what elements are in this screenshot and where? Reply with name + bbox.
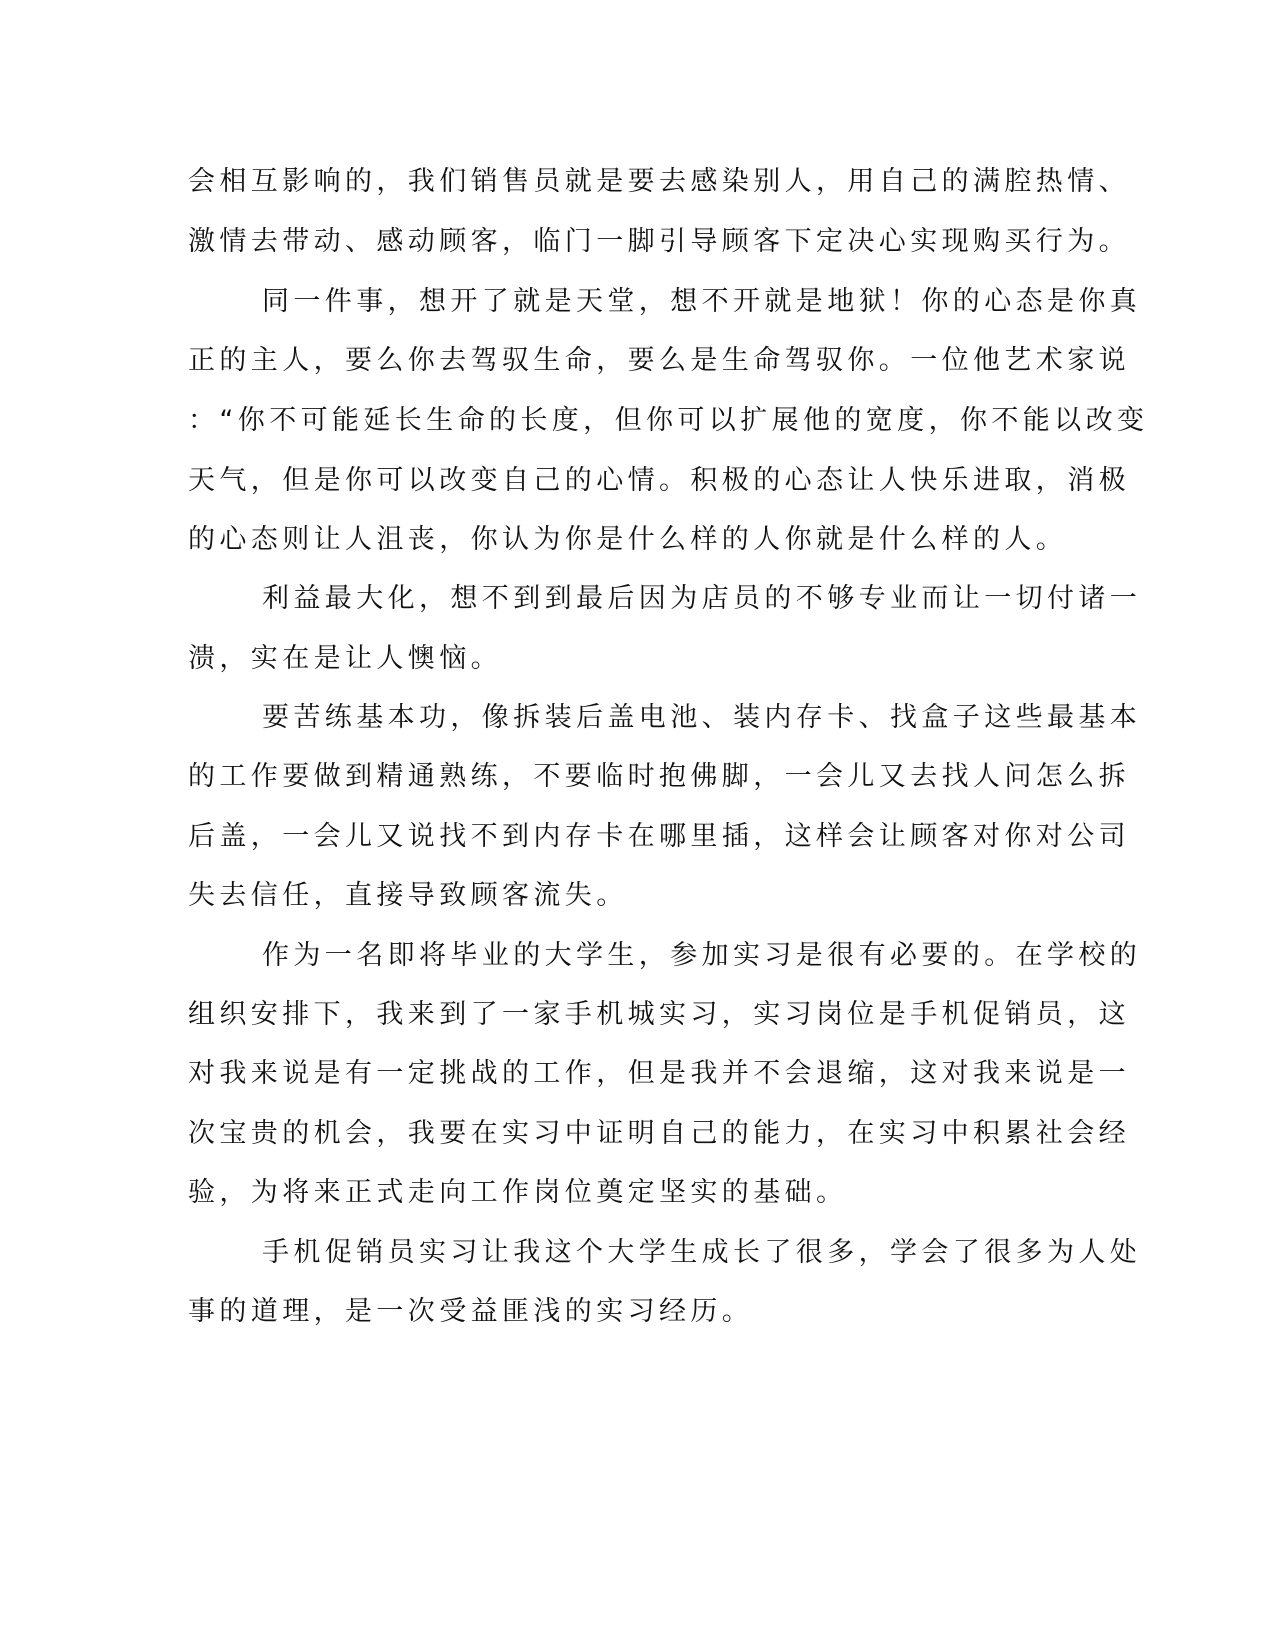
text-line-16: 对我来说是有一定挑战的工作，但是我并不会退缩，这对我来说是一 <box>188 1058 1130 1089</box>
text-line-10: 要苦练基本功，像拆装后盖电池、装内存卡、找盒子这些最基本 <box>262 702 1142 733</box>
text-line-5: ：“你不可能延长生命的长度，但你可以扩展他的宽度，你不能以改变 <box>188 405 1149 436</box>
text-line-11: 的工作要做到精通熟练，不要临时抱佛脚，一会儿又去找人问怎么拆 <box>188 761 1130 792</box>
text-line-15: 组织安排下，我来到了一家手机城实习，实习岗位是手机促销员，这 <box>188 999 1130 1030</box>
text-line-1: 会相互影响的，我们销售员就是要去感染别人，用自己的满腔热情、 <box>188 166 1130 197</box>
text-line-7: 的心态则让人沮丧，你认为你是什么样的人你就是什么样的人。 <box>188 524 1068 555</box>
text-line-18: 验，为将来正式走向工作岗位奠定坚实的基础。 <box>188 1177 848 1208</box>
text-line-6: 天气，但是你可以改变自己的心情。积极的心态让人快乐进取，消极 <box>188 465 1130 496</box>
text-line-2: 激情去带动、感动顾客，临门一脚引导顾客下定决心实现购买行为。 <box>188 226 1130 257</box>
text-line-13: 失去信任，直接导致顾客流失。 <box>188 880 628 911</box>
text-line-8: 利益最大化，想不到到最后因为店员的不够专业而让一切付诸一 <box>262 583 1142 614</box>
text-line-12: 后盖，一会儿又说找不到内存卡在哪里插，这样会让顾客对你对公司 <box>188 821 1130 852</box>
text-line-19: 手机促销员实习让我这个大学生成长了很多，学会了很多为人处 <box>262 1237 1142 1268</box>
text-line-4: 正的主人，要么你去驾驭生命，要么是生命驾驭你。一位他艺术家说 <box>188 345 1130 376</box>
text-line-17: 次宝贵的机会，我要在实习中证明自己的能力，在实习中积累社会经 <box>188 1118 1130 1149</box>
text-line-3: 同一件事，想开了就是天堂，想不开就是地狱！你的心态是你真 <box>262 286 1142 317</box>
text-line-20: 事的道理，是一次受益匪浅的实习经历。 <box>188 1296 754 1327</box>
text-line-14: 作为一名即将毕业的大学生，参加实习是很有必要的。在学校的 <box>262 940 1142 971</box>
text-line-9: 溃，实在是让人懊恼。 <box>188 643 502 674</box>
